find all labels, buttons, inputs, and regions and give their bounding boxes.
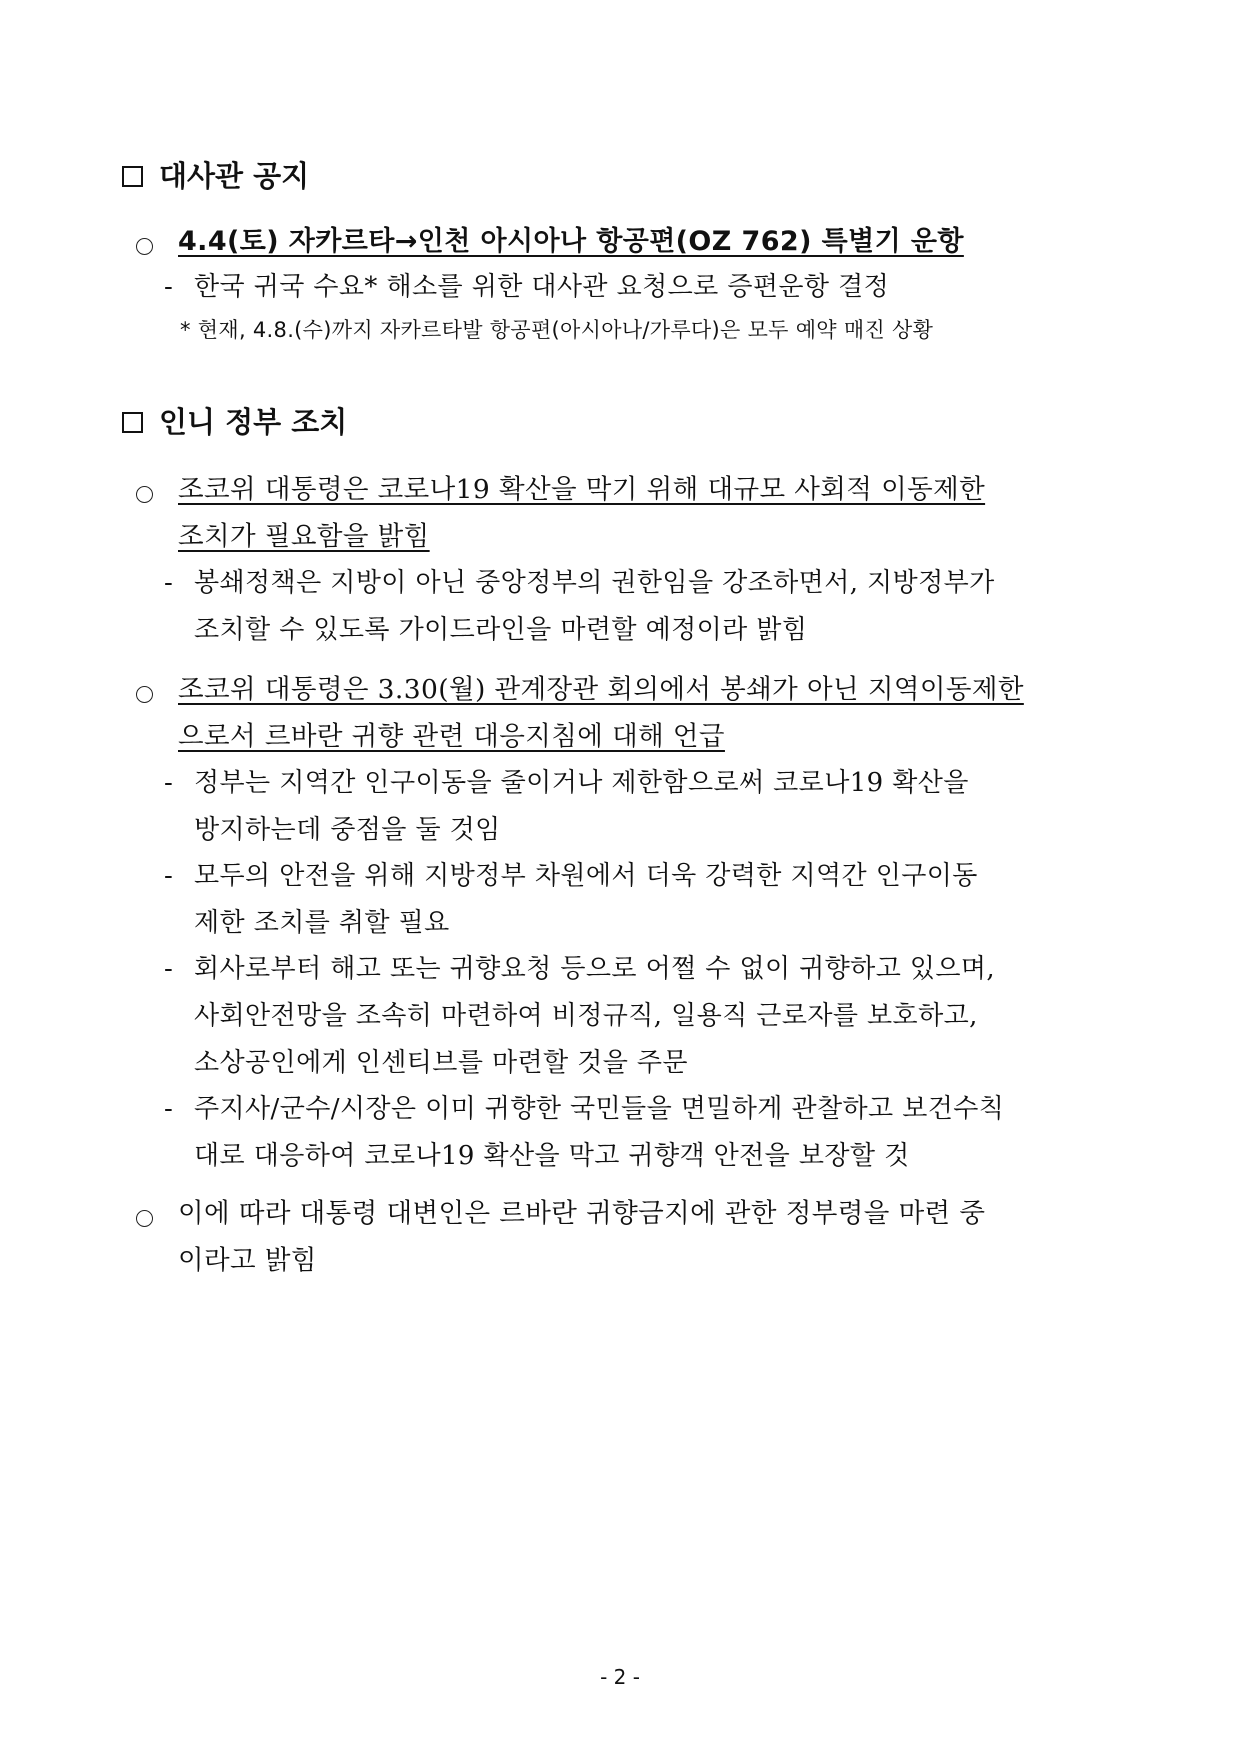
- dash-item-text: 회사로부터 해고 또는 귀향요청 등으로 어쩔 수 없이 귀향하고 있으며, 사회안전망을 조속히 마련하여 비정규직, 일용직 근로자를 보호하고, 소상공인에게 인센티브를 마련할 것을 주문: [194, 954, 996, 1078]
- dash-item-text: 한국 귀국 수요* 해소를 위한 대사관 요청으로 증편운항 결정: [194, 272, 890, 302]
- dash-marker: -: [164, 954, 174, 984]
- circle-bullet-icon: [136, 486, 153, 503]
- circle-bullet-icon: [136, 238, 153, 255]
- dash-item: [164, 853, 1124, 947]
- dash-marker: -: [164, 1094, 174, 1124]
- bullet-text: [178, 1190, 1128, 1284]
- bullet-text: [178, 666, 1128, 760]
- bullet-text: [178, 466, 1128, 560]
- circle-bullet-icon: [136, 686, 153, 703]
- dash-marker: -: [164, 272, 174, 302]
- page-number: - 2 -: [600, 1665, 640, 1689]
- bullet-text-line: 이에 따라 대통령 대변인은 르바란 귀향금지에 관한 정부령을 마련 중: [178, 1198, 986, 1229]
- bullet-text-line: 조코위 대통령은 3.30(월) 관계장관 회의에서 봉쇄가 아닌 지역이동제한: [178, 674, 1024, 705]
- section-heading-embassy-notice: [122, 158, 309, 194]
- dash-item: [164, 560, 1124, 654]
- circle-bullet-icon: [136, 1210, 153, 1227]
- section-heading-text: 인니 정부 조치: [159, 405, 348, 439]
- dash-item: [164, 1086, 1124, 1180]
- dash-item: [164, 264, 1124, 311]
- bullet-text-line: 조치가 필요함을 밝힘: [178, 521, 430, 552]
- section-heading-text: 대사관 공지: [159, 159, 310, 193]
- footnote: * 현재, 4.8.(수)까지 자카르타발 항공편(아시아나/가루다)은 모두 예약 매진 상황: [180, 318, 934, 342]
- checkbox-square-icon: [122, 412, 143, 433]
- dash-marker: -: [164, 568, 174, 598]
- bullet-text-line: 4.4(토) 자카르타→인천 아시아나 항공편(OZ 762) 특별기 운항: [178, 226, 964, 257]
- dash-marker: -: [164, 768, 174, 798]
- dash-item: [164, 760, 1124, 854]
- dash-marker: -: [164, 861, 174, 891]
- bullet-text-special-flight: [178, 218, 1128, 265]
- bullet-text-line: 으로서 르바란 귀향 관련 대응지침에 대해 언급: [178, 721, 725, 752]
- bullet-text-line: 이라고 밝힘: [178, 1245, 317, 1276]
- bullet-text-line: 조코위 대통령은 코로나19 확산을 막기 위해 대규모 사회적 이동제한: [178, 474, 986, 505]
- dash-item-text: 주지사/군수/시장은 이미 귀향한 국민들을 면밀하게 관찰하고 보건수칙 대로 대응하여 코로나19 확산을 막고 귀향객 안전을 보장할 것: [194, 1094, 1005, 1171]
- dash-item-text: 모두의 안전을 위해 지방정부 차원에서 더욱 강력한 지역간 인구이동 제한 조치를 취할 필요: [194, 861, 978, 938]
- dash-item: [164, 946, 1124, 1087]
- dash-item-text: 봉쇄정책은 지방이 아닌 중앙정부의 권한임을 강조하면서, 지방정부가 조치할 수 있도록 가이드라인을 마련할 예정이라 밝힘: [194, 568, 995, 645]
- section-heading-government-measures: [122, 404, 347, 440]
- checkbox-square-icon: [122, 166, 143, 187]
- dash-item-text: 정부는 지역간 인구이동을 줄이거나 제한함으로써 코로나19 확산을 방지하는데 중점을 둘 것임: [194, 768, 969, 845]
